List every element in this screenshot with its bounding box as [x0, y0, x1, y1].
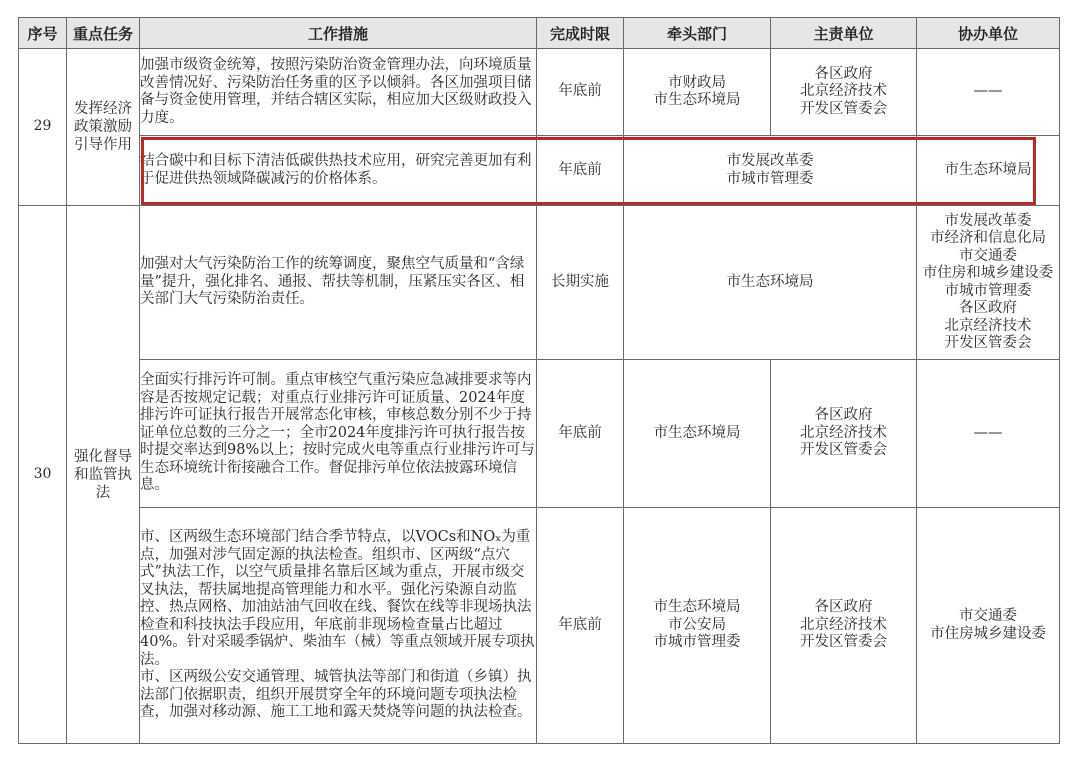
assist-line: 市住房城乡建设委	[930, 625, 1046, 642]
lead-line: 市城市管理委	[726, 170, 814, 187]
table-row	[19, 49, 1060, 136]
lead-cell	[624, 508, 771, 744]
assist-line: 市城市管理委	[944, 282, 1032, 299]
responsible-cell	[771, 360, 917, 508]
header-seq: 序号	[19, 18, 67, 49]
task-cell: 强化督导和监管执法	[67, 206, 140, 744]
assist-cell: ——	[917, 360, 1060, 508]
lead-line: 市城市管理委	[653, 634, 741, 651]
lead-line: 市发展改革委	[726, 153, 814, 169]
lead-line: 市生态环境局	[653, 599, 741, 616]
task-table	[18, 17, 1060, 744]
deadline-cell: 长期实施	[537, 206, 624, 360]
measures-cell: 结合碳中和目标下清洁低碳供热技术应用，研究完善更加有利于促进供热领域降碳减污的价格体系。	[140, 136, 537, 206]
assist-cell: ——	[917, 49, 1060, 136]
responsible-line: 各区政府	[814, 407, 873, 424]
header-deadline: 完成时限	[537, 18, 624, 49]
header-measures: 工作措施	[140, 18, 537, 49]
responsible-line: 各区政府	[814, 65, 873, 82]
responsible-line: 开发区管委会	[800, 442, 887, 459]
lead-cell	[624, 49, 771, 136]
deadline-cell: 年底前	[537, 49, 624, 136]
measures-cell: 加强对大气污染防治工作的统筹调度，聚焦空气质量和“含绿量”提升，强化排名、通报、帮扶等机制，压紧压实各区、相关部门大气污染防治责任。	[140, 206, 537, 360]
assist-line: 北京经济技术	[944, 317, 1032, 334]
header-task: 重点任务	[67, 18, 140, 49]
table-row-highlighted	[19, 136, 1060, 206]
table-row	[19, 508, 1060, 744]
assist-line: 市交通委	[959, 608, 1017, 624]
assist-line: 开发区管委会	[944, 335, 1032, 351]
responsible-line: 开发区管委会	[800, 100, 887, 117]
deadline-cell: 年底前	[537, 508, 624, 744]
measures-paragraph: 市、区两级生态环境部门结合季节特点，以VOCs和NOₓ为重点，加强对涉气固定源的执法检查。组织市、区两级“点穴式”执法工作，以空气质量排名靠后区域为重点，开展市级交叉执法，帮扶属地提高管理能力和水平。强化污染源自动监控、热点网格、加油站油气回收在线、餐饮在线等非现场执法检查和科技执法手段应用，年底前非现场检查量占比超过40%。针对采暖季锅炉、柴油车（械）等重点领域开展专项执法。	[140, 529, 535, 668]
header-lead: 牵头部门	[624, 18, 771, 49]
assist-line: 市住房和城乡建设委	[922, 265, 1054, 281]
responsible-line: 各区政府	[814, 599, 873, 616]
lead-line: 市公安局	[668, 616, 726, 633]
lead-line: 市生态环境局	[653, 92, 741, 108]
assist-line: 市发展改革委	[944, 212, 1032, 229]
document-page	[18, 17, 1060, 744]
measures-cell: 加强市级资金统筹，按照污染防治资金管理办法，向环境质量改善情况好、污染防治任务重的区予以倾斜。各区加强项目储备与资金使用管理，并结合辖区实际，相应加大区级财政投入力度。	[140, 49, 537, 136]
header-assist: 协办单位	[917, 18, 1060, 49]
lead-cell: 市生态环境局	[624, 360, 771, 508]
deadline-cell: 年底前	[537, 136, 624, 206]
lead-responsible-cell: 市生态环境局	[624, 206, 917, 360]
header-responsible: 主责单位	[771, 18, 917, 49]
lead-line: 市财政局	[668, 74, 726, 91]
responsible-cell	[771, 508, 917, 744]
responsible-line: 北京经济技术	[800, 616, 887, 633]
task-cell: 发挥经济政策激励引导作用	[67, 49, 140, 206]
lead-responsible-cell	[624, 136, 917, 206]
header-row	[19, 18, 1060, 49]
responsible-line: 开发区管委会	[800, 634, 887, 651]
assist-line: 市交通委	[959, 247, 1017, 264]
responsible-line: 北京经济技术	[800, 424, 887, 441]
deadline-cell: 年底前	[537, 360, 624, 508]
table-row	[19, 206, 1060, 360]
table-row	[19, 360, 1060, 508]
measures-cell	[140, 508, 537, 744]
responsible-cell	[771, 49, 917, 136]
seq-cell: 29	[19, 49, 67, 206]
seq-cell: 30	[19, 206, 67, 744]
assist-cell	[917, 508, 1060, 744]
assist-line: 各区政府	[959, 300, 1017, 316]
responsible-line: 北京经济技术	[800, 83, 887, 100]
measures-paragraph: 市、区两级公安交通管理、城管执法等部门和街道（乡镇）执法部门依据职责，组织开展贯穿全年的环境问题专项执法检查，加强对移动源、施工工地和露天焚烧等问题的执法检查。	[140, 669, 532, 721]
assist-line: 市经济和信息化局	[930, 230, 1046, 246]
assist-cell: 市生态环境局	[917, 136, 1060, 206]
assist-cell	[917, 206, 1060, 360]
measures-cell: 全面实行排污许可制。重点审核空气重污染应急减排要求等内容是否按规定记载；对重点行业排污许可证质量、2024年度排污许可证执行报告开展常态化审核，审核总数分别不少于持证单位总数的三分之一；全市2024年度排污许可执行报告按时提交率达到98%以上；按时完成火电等重点行业排污许可与生态环境统计衔接融合工作。督促排污单位依法披露环境信息。	[140, 360, 537, 508]
